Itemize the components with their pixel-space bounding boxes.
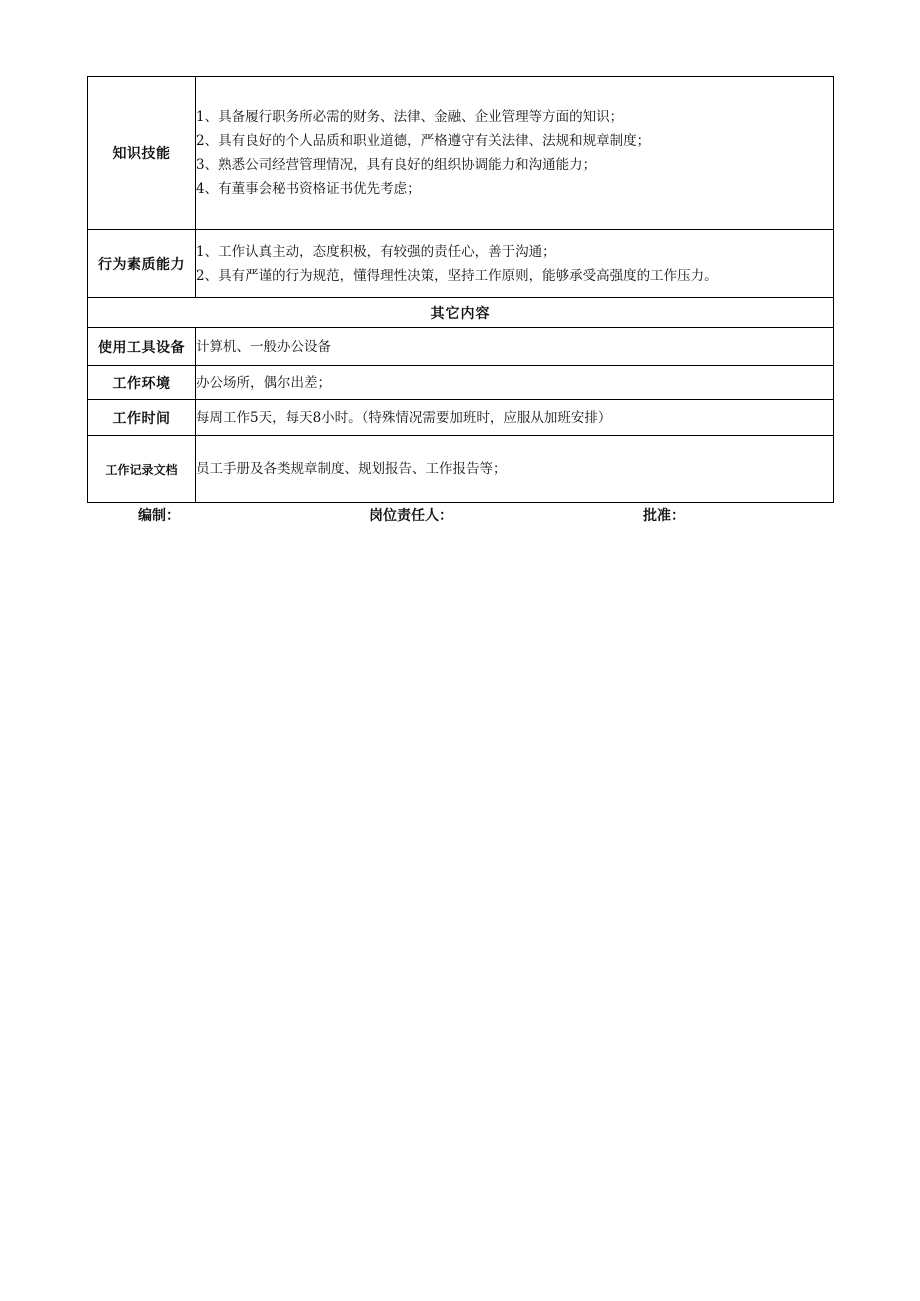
behavior-label: 行为素质能力 <box>88 230 196 298</box>
hours-row <box>88 400 834 436</box>
section-title: 其它内容 <box>88 298 834 328</box>
behavior-row <box>88 230 834 298</box>
prepared-by-label: 编制： <box>138 508 180 524</box>
hours-label: 工作时间 <box>88 400 196 436</box>
tools-value: 计算机、一般办公设备 <box>196 328 834 366</box>
hours-value: 每周工作5天，每天8小时。（特殊情况需要加班时，应服从加班安排） <box>196 400 834 436</box>
records-label: 工作记录文档 <box>88 436 196 503</box>
knowledge-content <box>196 77 834 230</box>
behavior-line: 2、具有严谨的行为规范，懂得理性决策，坚持工作原则，能够承受高强度的工作压力。 <box>196 267 718 284</box>
environment-row <box>88 366 834 400</box>
knowledge-line: 1、具备履行职务所必需的财务、法律、金融、企业管理等方面的知识； <box>196 109 624 125</box>
environment-label: 工作环境 <box>88 366 196 400</box>
position-responsible-label: 岗位责任人： <box>369 508 453 524</box>
job-description-table <box>87 76 834 503</box>
records-row <box>88 436 834 503</box>
approved-by-label: 批准： <box>643 508 685 524</box>
knowledge-line: 3、熟悉公司经营管理情况，具有良好的组织协调能力和沟通能力； <box>196 157 597 173</box>
knowledge-line: 2、具有良好的个人品质和职业道德，严格遵守有关法律、法规和规章制度； <box>196 133 651 149</box>
section-row <box>88 298 834 328</box>
knowledge-line: 4、有董事会秘书资格证书优先考虑； <box>196 181 421 197</box>
records-value: 员工手册及各类规章制度、规划报告、工作报告等； <box>196 436 834 503</box>
environment-value: 办公场所，偶尔出差； <box>196 366 834 400</box>
knowledge-label: 知识技能 <box>88 77 196 230</box>
tools-row <box>88 328 834 366</box>
behavior-line: 1、工作认真主动，态度积极，有较强的责任心，善于沟通； <box>196 243 556 260</box>
signature-footer <box>87 505 834 525</box>
knowledge-row <box>88 77 834 230</box>
job-description-sheet <box>87 76 834 503</box>
tools-label: 使用工具设备 <box>88 328 196 366</box>
behavior-content <box>196 230 834 298</box>
